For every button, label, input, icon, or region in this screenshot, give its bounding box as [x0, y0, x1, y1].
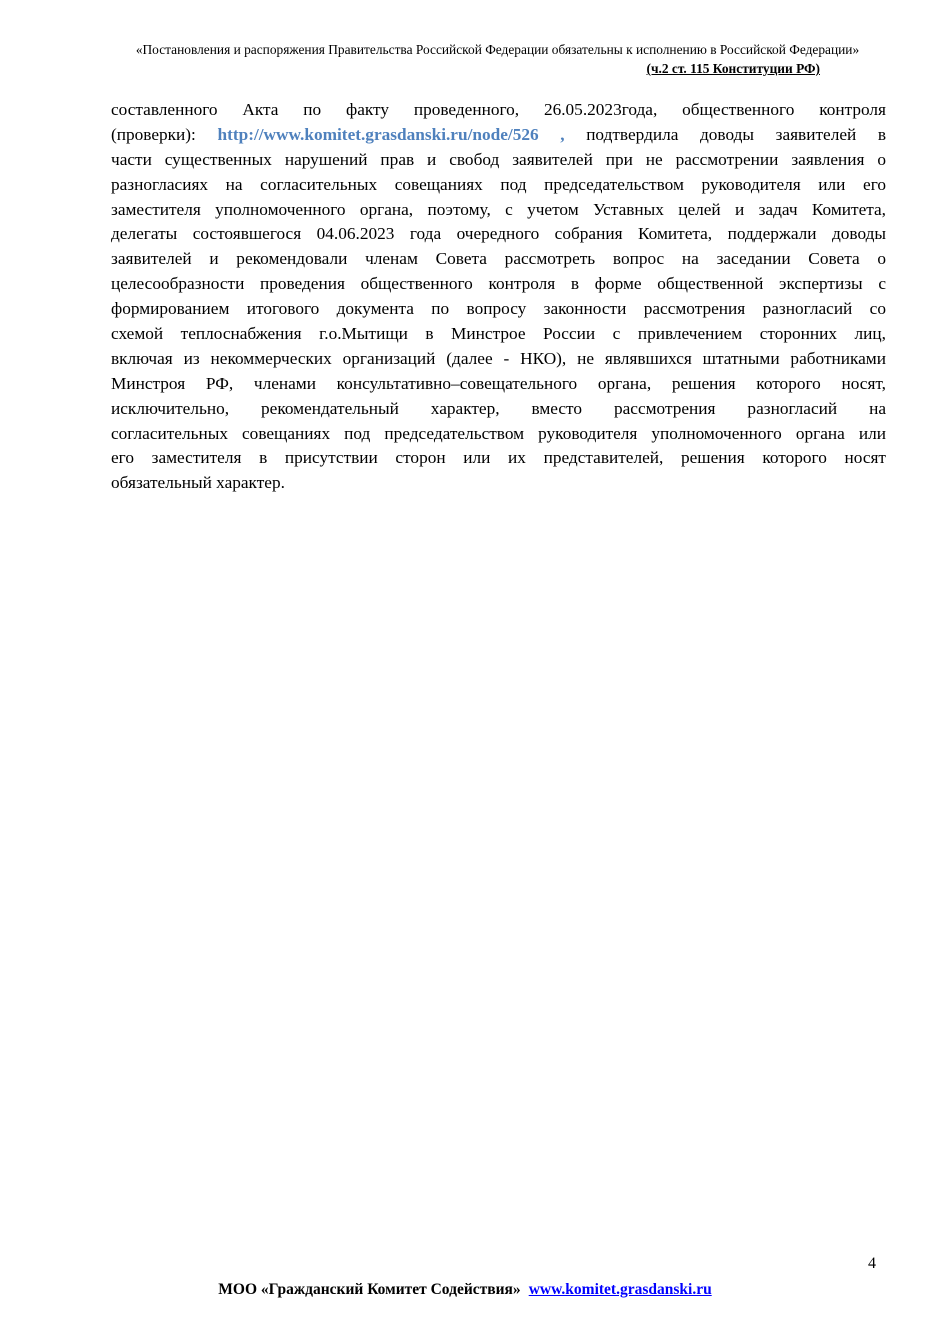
node-link[interactable]: http://www.komitet.grasdanski.ru/node/526 ,	[217, 124, 565, 144]
body-line: исключительно, рекомендательный характер, вместо рассмотрения разногласий на	[111, 398, 886, 418]
body-line: части существенных нарушений прав и свобод заявителей при не рассмотрении заявления о	[111, 149, 886, 169]
header-quote: «Постановления и распоряжения Правительства Российской Федерации обязательны к исполнению в Российской Федерации»	[135, 42, 860, 57]
header-citation: (ч.2 ст. 115 Конституции РФ)	[646, 61, 820, 76]
body-line: включая из некоммерческих организаций (далее - НКО), не являвшихся штатными работниками	[111, 348, 886, 368]
body-line: заявителей и рекомендовали членам Совета рассмотреть вопрос на заседании Совета о	[111, 249, 886, 269]
body-line: составленного Акта по факту проведенного, 26.05.2023года, общественного контроля	[111, 100, 886, 119]
body-line: согласительных совещаниях под председательством руководителя уполномоченного органа или	[111, 423, 886, 443]
body-line: заместителя уполномоченного органа, поэтому, с учетом Уставных целей и задач Комитета,	[111, 199, 886, 219]
body-paragraph	[111, 98, 886, 496]
body-line: целесообразности проведения общественного контроля в форме общественной экспертизы с	[111, 274, 886, 294]
body-line: Минстроя РФ, членами консультативно–совещательного органа, решения которого носят,	[111, 373, 886, 393]
footer-org-name: МОО «Гражданский Комитет Содействия»	[218, 1281, 521, 1298]
body-text-fragment: (проверки):	[111, 124, 196, 144]
body-line: схемой теплоснабжения г.о.Мытищи в Минстрое России с привлечением сторонних лиц,	[111, 324, 886, 344]
page-number: 4	[868, 1255, 876, 1272]
body-line	[111, 123, 886, 148]
footer	[0, 1281, 930, 1299]
body-line: делегаты состоявшегося 04.06.2023 года очередного собрания Комитета, поддержали доводы	[111, 224, 886, 244]
body-line: его заместителя в присутствии сторон или их представителей, решения которого носят	[111, 448, 886, 468]
footer-website-link[interactable]: www.komitet.grasdanski.ru	[528, 1281, 712, 1298]
body-line: разногласиях на согласительных совещаниях под председательством руководителя или его	[111, 174, 886, 194]
body-line: формированием итогового документа по вопросу законности рассмотрения разногласий со	[111, 299, 886, 319]
body-line: обязательный характер.	[111, 473, 285, 493]
body-text-fragment: подтвердила доводы заявителей в	[586, 124, 886, 144]
